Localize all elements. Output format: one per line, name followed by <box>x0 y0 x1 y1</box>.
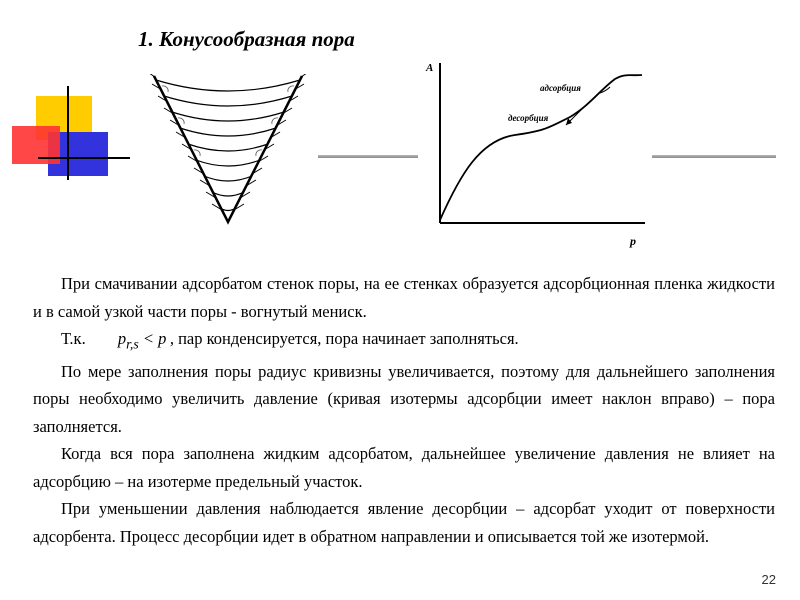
slide-title: 1. Конусообразная пора <box>138 27 355 51</box>
cone-pore-diagram <box>148 74 308 226</box>
isotherm-chart <box>420 55 660 250</box>
paragraph-2-prefix: Т.к. <box>61 329 86 348</box>
body-text <box>33 270 775 550</box>
paragraph-3: По мере заполнения поры радиус кривизны увеличивается, поэтому для дальнейшего заполнения поры необходимо увеличить давление (кривая изотермы адсорбции имеет наклон вправо) – пора заполняется. <box>33 361 775 436</box>
x-axis-label: p <box>630 234 636 248</box>
formula-subscript: r,s <box>126 336 139 352</box>
y-axis-label: A <box>426 62 434 74</box>
paragraph-2-suffix: , пар конденсируется, пора начинает заполняться. <box>169 329 519 348</box>
adsorption-label: адсорбция <box>540 83 581 93</box>
paragraph-5: При уменьшении давления наблюдается явление десорбции – адсорбат уходит от поверхности адсорбента. Процесс десорбции идет в обратном направлении и описывается той же изотермой. <box>33 499 775 546</box>
pressure-formula <box>90 325 170 358</box>
isotherm-curve <box>440 75 642 220</box>
paragraph-2 <box>33 325 775 358</box>
formula-p: p <box>117 329 127 348</box>
separator-line-right <box>652 155 776 158</box>
decorative-squares <box>8 84 132 184</box>
desorption-label: десорбция <box>508 113 549 123</box>
formula-rest: < p <box>138 329 167 348</box>
paragraph-4: Когда вся пора заполнена жидким адсорбатом, дальнейшее увеличение давления не влияет на адсорбцию – на изотерме предельный участок. <box>33 444 775 491</box>
separator-line-left <box>318 155 418 158</box>
page-number: 22 <box>761 572 776 587</box>
paragraph-1: При смачивании адсорбатом стенок поры, на ее стенках образуется адсорбционная пленка жидкости и в самой узкой части поры - вогнутый мениск. <box>33 274 775 321</box>
